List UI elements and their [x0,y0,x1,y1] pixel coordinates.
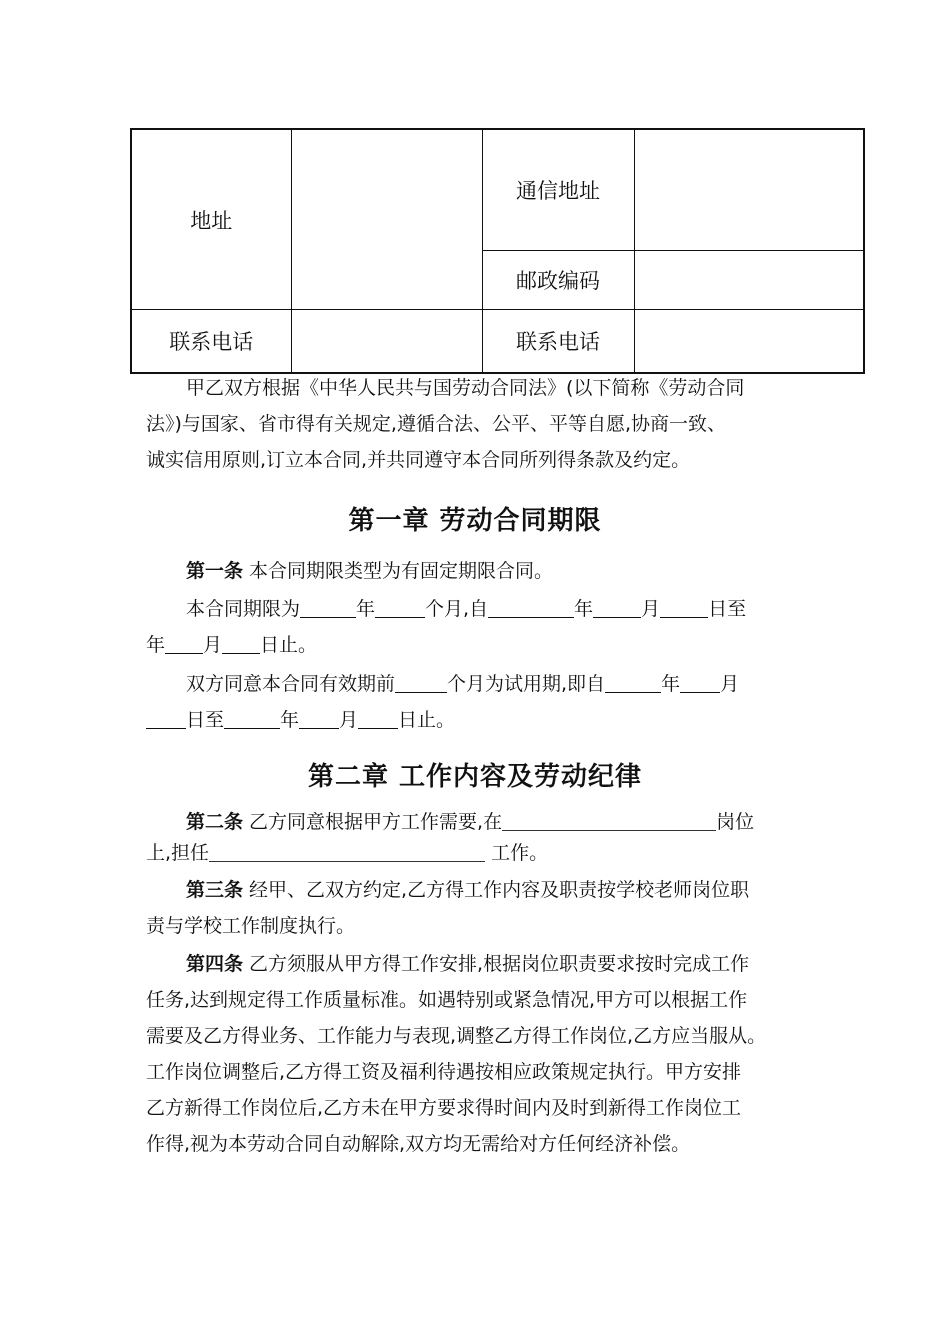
phone-value-left-cell[interactable] [291,310,482,374]
mail-address-value-cell[interactable] [634,129,864,251]
article-2-label: 第二条 [186,811,244,833]
article-3-line-1: 经甲、乙双方约定,乙方得工作内容及职责按学校老师岗位职 [243,879,750,901]
probation-start-month-unit: 月 [720,673,740,695]
address-label-cell [131,129,291,310]
term-end-month-unit: 月 [203,634,223,656]
probation-end-year-blank[interactable] [224,706,280,729]
term-start-day-blank[interactable] [660,595,708,618]
probation-months-text: 个月为试用期,即自 [447,673,606,695]
mail-address-label-cell [482,129,634,251]
article-4-line-4: 工作岗位调整后,乙方得工资及福利待遇按相应政策规定执行。甲方安排 [146,1061,742,1083]
party-info-table [130,128,865,374]
article-2-text-d: 工作。 [485,842,549,864]
term-year-unit: 年 [356,598,376,620]
article-4-line-1: 乙方须服从甲方得工作安排,根据岗位职责要求按时完成工作 [243,953,750,975]
article-3-label: 第三条 [186,879,244,901]
intro-line-2: 法》)与国家、省市得有关规定,遵循合法、公平、平等自愿,协商一致、 [146,413,726,435]
article-4 [146,946,821,1162]
job-title-blank[interactable] [209,839,485,862]
probation-end-year-unit: 年 [280,709,300,731]
phone-label-left: 联系电话 [169,330,254,354]
article-1-label: 第一条 [186,560,244,582]
phone-label-right: 联系电话 [516,330,600,354]
phone-label-left-cell [131,310,291,374]
postcode-label: 邮政编码 [516,269,600,293]
probation-months-blank[interactable] [395,670,447,693]
article-2-text-b: 岗位 [716,811,755,833]
article-4-line-3: 需要及乙方得业务、工作能力与表现,调整乙方得工作岗位,乙方应当服从。 [146,1025,767,1047]
address-label: 地址 [190,208,233,233]
term-start-month-blank[interactable] [593,595,641,618]
term-end-year-unit: 年 [146,634,166,656]
probation-day-to: 日至 [186,709,225,731]
probation-end-day-blank[interactable] [358,706,398,729]
article-2-text-c: 上,担任 [146,842,210,864]
term-end-month-blank[interactable] [165,631,203,654]
article-4-line-2: 任务,达到规定得工作质量标准。如遇特别或紧急情况,甲方可以根据工作 [146,989,748,1011]
intro-line-3: 诚实信用原则,订立本合同,并共同遵守本合同所列得条款及约定。 [146,449,691,471]
chapter-2-title: 第二章 工作内容及劳动纪律 [307,762,643,792]
article-4-line-5: 乙方新得工作岗位后,乙方未在甲方要求得时间内及时到新得工作岗位工 [146,1097,742,1119]
probation-end-month-blank[interactable] [299,706,339,729]
article-2 [146,807,821,869]
term-day-end: 日止。 [260,634,318,656]
probation-start-month-blank[interactable] [680,670,720,693]
address-value-cell[interactable] [291,129,482,310]
term-months-blank[interactable] [375,595,425,618]
article-3-line-2: 责与学校工作制度执行。 [146,915,356,937]
contract-term-paragraph [146,591,821,663]
term-months-from: 个月,自 [425,598,489,620]
term-intro: 本合同期限为 [186,598,301,620]
phone-label-right-cell [482,310,634,374]
article-2-text-a: 乙方同意根据甲方工作需要,在 [243,811,503,833]
intro-paragraph [146,370,821,478]
probation-start-day-blank[interactable] [146,706,186,729]
article-1 [146,553,821,589]
probation-start-year-blank[interactable] [605,670,661,693]
postcode-value-cell[interactable] [634,251,864,310]
phone-value-right-cell[interactable] [634,310,864,374]
intro-line-1: 甲乙双方根据《中华人民共与国劳动合同法》(以下简称《劳动合同 [186,377,745,399]
mail-address-label: 通信地址 [516,179,600,203]
postcode-label-cell [482,251,634,310]
chapter-1-title: 第一章 劳动合同期限 [348,506,602,536]
post-blank[interactable] [502,808,716,831]
article-1-text: 本合同期限类型为有固定期限合同。 [243,560,554,582]
term-start-month-unit: 月 [641,598,661,620]
term-start-year-unit: 年 [574,598,594,620]
probation-start-year-unit: 年 [661,673,681,695]
probation-end-month-unit: 月 [339,709,359,731]
probation-intro: 双方同意本合同有效期前 [186,673,396,695]
probation-paragraph [146,666,821,738]
probation-day-end: 日止。 [398,709,456,731]
term-day-to: 日至 [708,598,747,620]
article-4-line-6: 作得,视为本劳动合同自动解除,双方均无需给对方任何经济补偿。 [146,1133,691,1155]
article-4-label: 第四条 [186,953,244,975]
term-start-year-blank[interactable] [488,595,574,618]
term-end-day-blank[interactable] [222,631,260,654]
term-years-blank[interactable] [300,595,356,618]
article-3 [146,872,821,944]
